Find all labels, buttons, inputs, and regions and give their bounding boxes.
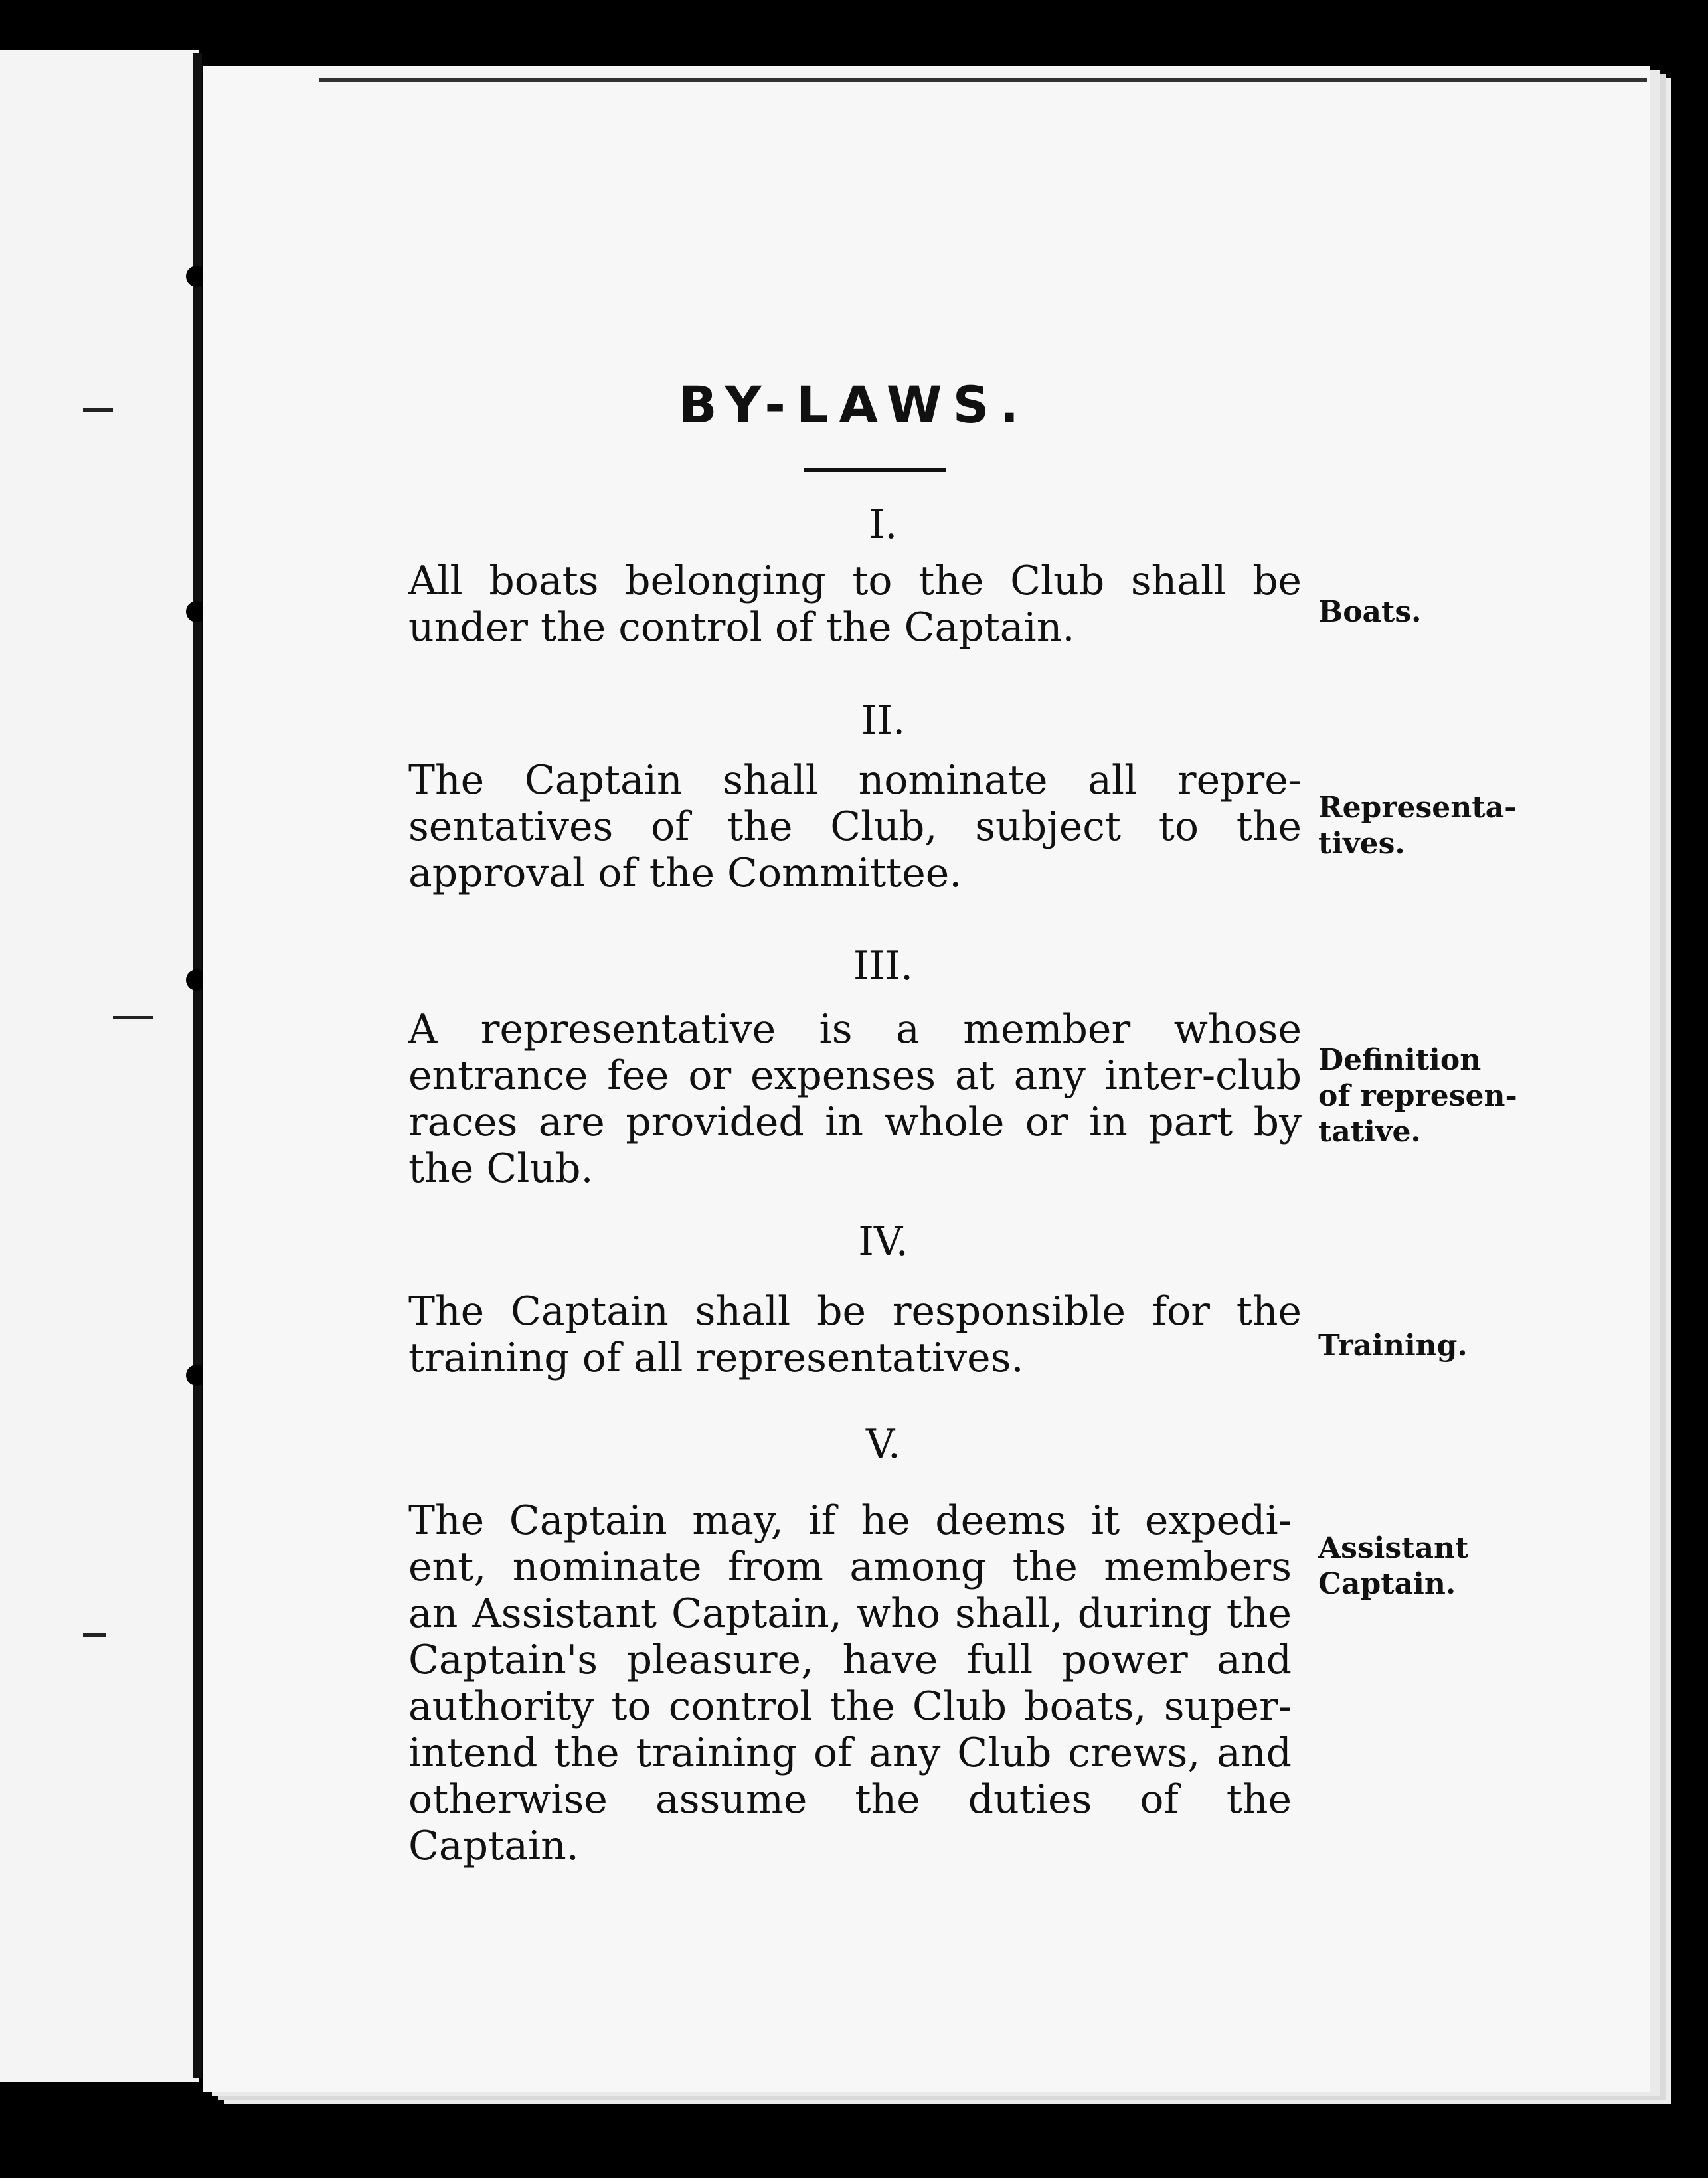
section-text (408, 1288, 1302, 1381)
text-line: All boats belonging to the Club shall be (408, 558, 1302, 604)
section-text (408, 757, 1302, 896)
margin-note-line: Assistant (1318, 1531, 1469, 1565)
text-line: The Captain shall nominate all repre- (408, 757, 1302, 803)
margin-note (1318, 1531, 1531, 1602)
facing-page-edge (0, 50, 199, 2082)
facing-page-mark (83, 1634, 106, 1637)
margin-note-line: of represen- (1318, 1079, 1517, 1113)
margin-note-line: Definition (1318, 1043, 1482, 1077)
margin-note (1318, 1043, 1531, 1150)
section-numeral: I. (869, 501, 898, 548)
text-line: the Club. (408, 1145, 594, 1192)
text-line: races are provided in whole or in part by (408, 1099, 1302, 1145)
page-top-rule (319, 78, 1647, 82)
binding-gutter (193, 53, 202, 2078)
margin-note (1318, 594, 1531, 630)
text-line: training of all representatives. (408, 1335, 1024, 1381)
text-line: authority to control the Club boats, super- (408, 1683, 1292, 1730)
title-rule (804, 468, 946, 472)
section-numeral: V. (866, 1421, 900, 1467)
section-numeral: IV. (858, 1218, 908, 1265)
margin-note-line: tative. (1318, 1115, 1421, 1149)
text-line: sentatives of the Club, subject to the (408, 803, 1302, 850)
page-title: BY-LAWS. (678, 375, 1030, 434)
margin-note-line: Representa- (1318, 791, 1517, 825)
margin-note-line: Training. (1318, 1329, 1468, 1363)
section-numeral: II. (861, 697, 906, 744)
text-line: intend the training of any Club crews, and (408, 1730, 1292, 1776)
text-line: otherwise assume the duties of the (408, 1776, 1292, 1823)
margin-note-line: Captain. (1318, 1567, 1456, 1601)
text-line: Captain's pleasure, have full power and (408, 1637, 1292, 1683)
section-text (408, 558, 1302, 651)
text-line: ent, nominate from among the members (408, 1544, 1292, 1590)
text-line: A representative is a member whose (408, 1006, 1302, 1052)
margin-note-line: Boats. (1318, 595, 1422, 629)
text-line: approval of the Committee. (408, 850, 962, 896)
margin-note-line: tives. (1318, 827, 1405, 861)
section-text (408, 1006, 1302, 1192)
margin-note (1318, 790, 1531, 862)
facing-page-mark (113, 1016, 153, 1019)
text-line: Captain. (408, 1823, 579, 1869)
text-line: an Assistant Captain, who shall, during the (408, 1590, 1292, 1637)
text-line: under the control of the Captain. (408, 604, 1075, 651)
section-text (408, 1497, 1292, 1869)
margin-note (1318, 1328, 1531, 1364)
text-line: entrance fee or expenses at any inter-club (408, 1052, 1302, 1099)
text-line: The Captain shall be responsible for the (408, 1288, 1302, 1335)
section-numeral: III. (853, 943, 914, 989)
text-line: The Captain may, if he deems it expedi- (408, 1497, 1292, 1544)
